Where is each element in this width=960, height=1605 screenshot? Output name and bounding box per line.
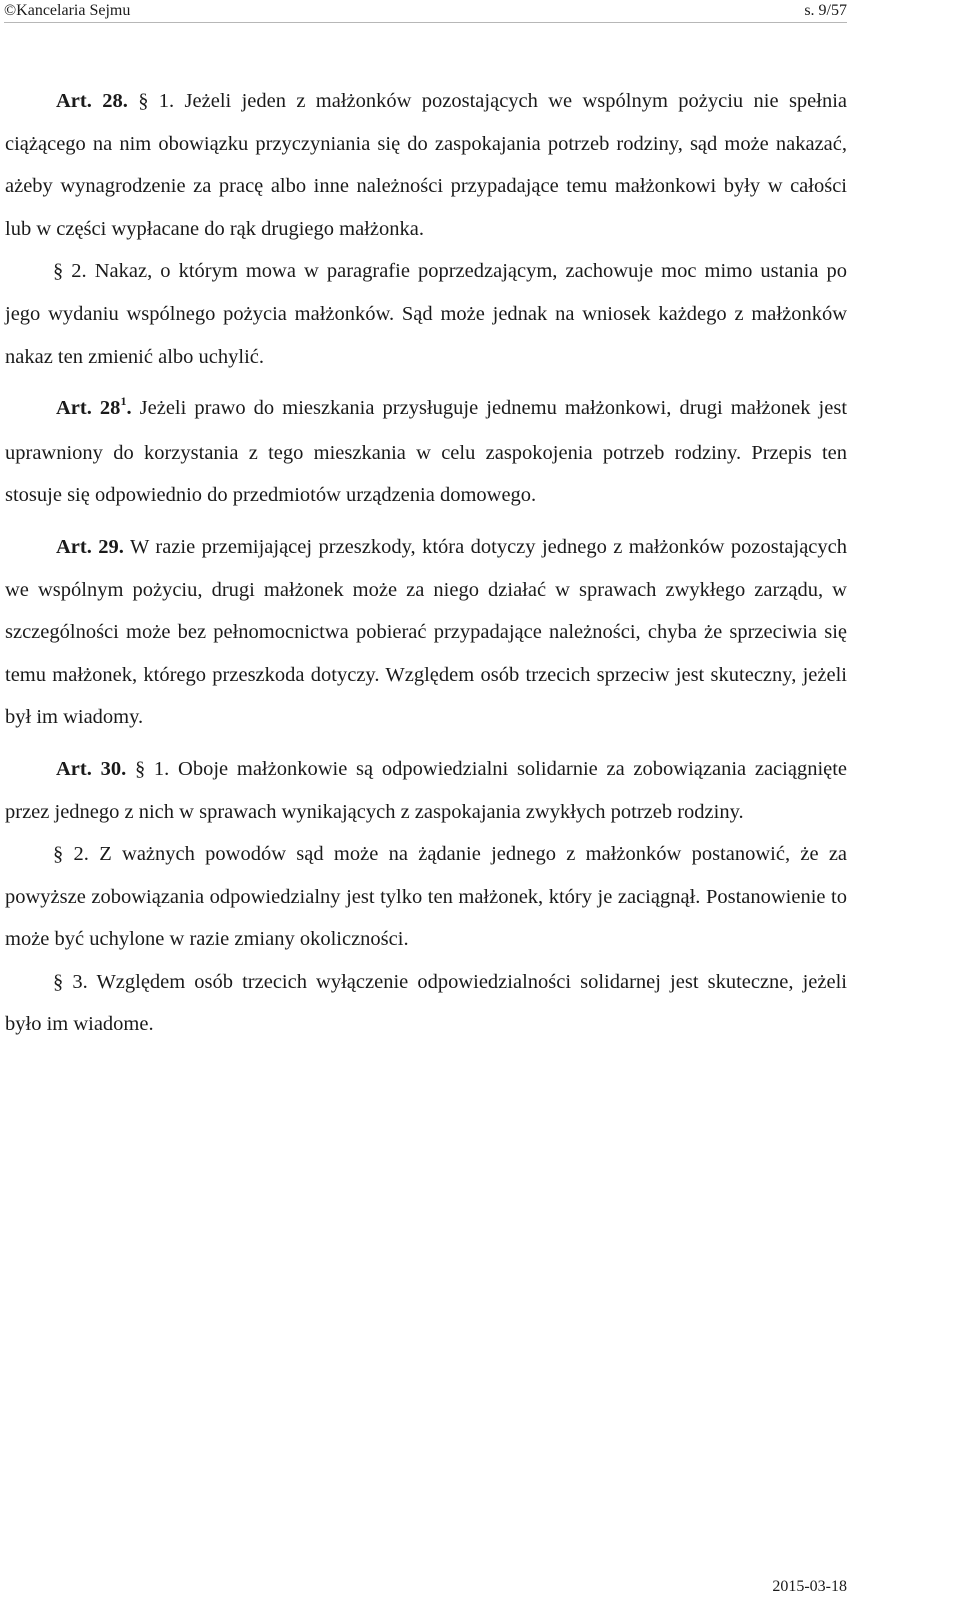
article-28-1-label: Art. $28^1$. [56,394,132,420]
document-date: 2015-03-18 [772,1578,847,1595]
article-29-label: Art. 29. [56,535,124,558]
superscript-number: 1 [120,394,127,409]
article-29 [5,526,847,739]
article-30-paragraph-2 [5,833,847,961]
page-header [4,0,847,23]
article-text: Jeżeli prawo do mieszkania przysługuje jednemu małżonkowi, drugi małżonek jest uprawniony do korzystania z tego mieszkania w celu zaspokojenia potrzeb rodziny. Przepis ten stosuje się odpowiednio do przedmiotów urządzenia domowego. [5,397,848,507]
article-30-paragraph-1 [5,748,847,833]
article-28-1 [5,387,847,517]
article-28-paragraph-1 [5,80,847,250]
article-text: Oboje małżonkowie są odpowiedzialni solidarnie za zobowiązania zaciągnięte przez jednego z nich w sprawach wynikających z zaspokajania zwykłych potrzeb rodziny. [5,757,848,823]
section-mark: § 2. [53,260,87,283]
article-30-paragraph-3 [5,961,847,1046]
article-text: W razie przemijającej przeszkody, która dotyczy jednego z małżonków pozostających we wspólnym pożyciu, drugi małżonek może za niego działać w sprawach zwykłego zarządu, w szczególności może bez pełnomocnictwa pobierać przypadające należności, chyba że sprzeciwia się temu małżonek, którego przeszkoda dotyczy. Względem osób trzecich sprzeciw jest skuteczny, jeżeli był im wiadomy. [5,535,848,729]
article-text: Nakaz, o którym mowa w paragrafie poprzedzającym, zachowuje moc mimo ustania po jego wydaniu wspólnego pożycia małżonków. Sąd może jednak na wniosek każdego z małżonków nakaz ten zmienić albo uchylić. [5,260,848,368]
copyright-label: ©Kancelaria Sejmu [4,2,131,19]
article-28-paragraph-2 [5,250,847,378]
article-text: Z ważnych powodów sąd może na żądanie jednego z małżonków postanowić, że za powyższe zobowiązania odpowiedzialny jest tylko ten małżonek, który je zaciągnął. Postanowienie to może być uchylone w razie zmiany okoliczności. [5,843,848,951]
article-text: Jeżeli jeden z małżonków pozostających we wspólnym pożyciu nie spełnia ciążącego na nim obowiązku przyczyniania się do zaspokajania potrzeb rodziny, sąd może nakazać, ażeby wynagrodzenie za pracę albo inne należności przypadające temu małżonkowi były w całości lub w części wypłacane do rąk drugiego małżonka. [5,90,848,240]
article-28-label: Art. 28. [56,90,128,112]
section-mark: § 3. [53,970,88,993]
section-mark: § 1. [134,757,170,780]
section-mark: § 1. [138,90,175,112]
article-text: Względem osób trzecich wyłączenie odpowiedzialności solidarnej jest skuteczne, jeżeli było im wiadome. [5,970,847,1036]
page-number: s. 9/57 [804,2,847,19]
section-mark: § 2. [53,843,89,866]
document-body [5,80,847,1046]
article-30-label: Art. 30. [56,757,127,780]
